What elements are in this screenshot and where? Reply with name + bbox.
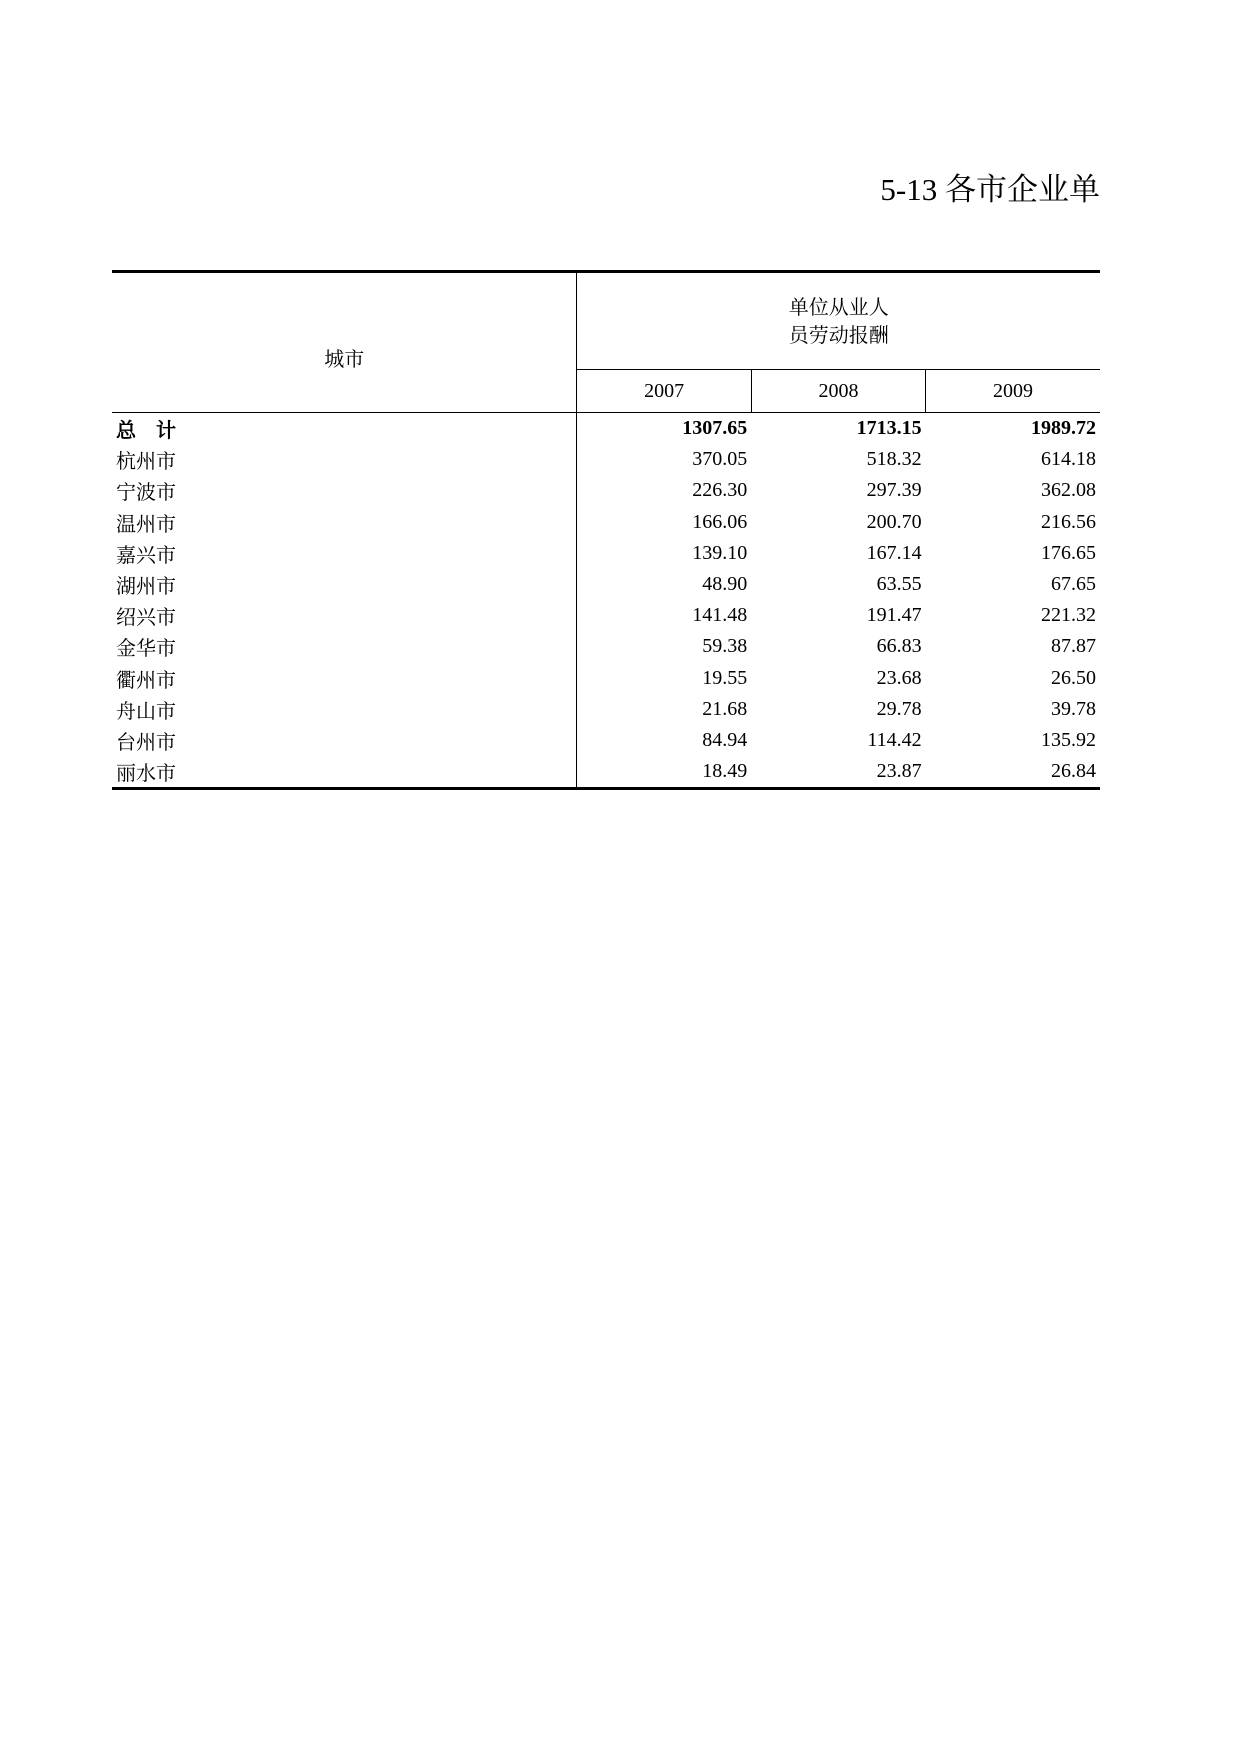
table-row (112, 444, 1100, 475)
row-value-2009: 135.92 (1041, 728, 1096, 751)
row-city: 舟山市 (112, 694, 577, 725)
wage-table (112, 270, 1100, 790)
row-value-2008: 200.70 (866, 510, 922, 533)
row-value-2008: 23.87 (751, 756, 925, 789)
row-city: 台州市 (112, 725, 577, 756)
row-value-2008: 23.68 (876, 666, 922, 689)
row-value-2007: 226.30 (692, 479, 748, 502)
row-value-2009: 26.84 (926, 756, 1100, 789)
row-value-2007: 21.68 (702, 697, 748, 720)
table-row (112, 538, 1100, 569)
row-value-2008: 191.47 (866, 604, 922, 627)
row-value-2007: 1307.65 (682, 417, 748, 440)
row-value-2007: 19.55 (702, 666, 748, 689)
row-value-2007: 166.06 (692, 510, 748, 533)
city-column-header: 城市 (112, 272, 577, 413)
row-value-2008: 63.55 (876, 573, 922, 596)
row-value-2008: 297.39 (866, 479, 922, 502)
row-value-2007: 18.49 (577, 756, 751, 789)
table-row (112, 507, 1100, 538)
title-number: 5-13 (880, 172, 938, 207)
row-value-2009: 87.87 (1051, 635, 1096, 658)
row-value-2008: 518.32 (866, 448, 922, 471)
year-header-2009: 2009 (926, 370, 1100, 413)
row-value-2008: 167.14 (866, 541, 922, 564)
table-row-total (112, 413, 1100, 445)
table-row (112, 725, 1100, 756)
row-city: 温州市 (112, 507, 577, 538)
table-row (112, 475, 1100, 506)
row-value-2007: 139.10 (692, 541, 748, 564)
table-row (112, 756, 1100, 789)
group-header-line2: 员劳动报酬 (788, 323, 889, 347)
table-row (112, 569, 1100, 600)
row-value-2009: 362.08 (1041, 479, 1096, 502)
row-city: 总 计 (112, 413, 577, 445)
table-row (112, 694, 1100, 725)
row-value-2009: 67.65 (1051, 573, 1096, 596)
group-header-line1: 单位从业人 (788, 295, 889, 319)
row-city: 衢州市 (112, 663, 577, 694)
group-header (577, 272, 1100, 370)
row-value-2009: 26.50 (1051, 666, 1096, 689)
row-value-2008: 1713.15 (856, 417, 922, 440)
row-value-2009: 39.78 (1051, 697, 1096, 720)
year-header-2008: 2008 (751, 370, 925, 413)
row-city: 金华市 (112, 631, 577, 662)
title-text: 各市企业单 (945, 172, 1100, 208)
row-value-2007: 84.94 (702, 728, 748, 751)
row-city: 杭州市 (112, 444, 577, 475)
year-header-2007: 2007 (577, 370, 751, 413)
row-city: 宁波市 (112, 475, 577, 506)
row-value-2009: 614.18 (1041, 448, 1096, 471)
row-value-2007: 48.90 (702, 573, 748, 596)
table-row (112, 600, 1100, 631)
page-title (880, 170, 1100, 210)
row-value-2009: 216.56 (1041, 510, 1096, 533)
row-value-2008: 29.78 (876, 697, 922, 720)
row-city: 绍兴市 (112, 600, 577, 631)
row-value-2007: 141.48 (692, 604, 748, 627)
row-value-2009: 176.65 (1041, 541, 1096, 564)
table-row (112, 631, 1100, 662)
row-city: 湖州市 (112, 569, 577, 600)
row-city: 嘉兴市 (112, 538, 577, 569)
row-value-2008: 66.83 (876, 635, 922, 658)
row-value-2007: 59.38 (702, 635, 748, 658)
row-value-2008: 114.42 (867, 728, 922, 751)
row-value-2009: 1989.72 (1031, 417, 1096, 440)
row-value-2007: 370.05 (692, 448, 748, 471)
table-row (112, 663, 1100, 694)
row-city: 丽水市 (112, 756, 577, 789)
row-value-2009: 221.32 (1041, 604, 1096, 627)
